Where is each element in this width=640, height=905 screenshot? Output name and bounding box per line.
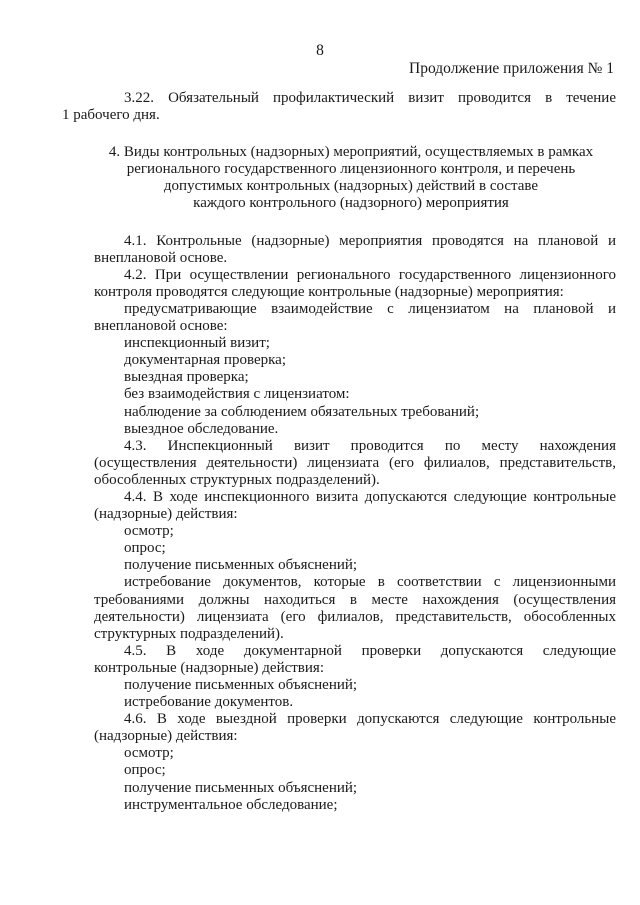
- paragraph-4-2a-line-2: внеплановой основе:: [94, 318, 228, 335]
- paragraph-4-3-line-3: обособленных структурных подразделений).: [94, 471, 380, 488]
- paragraph-4-1-line-1: 4.1. Контрольные (надзорные) мероприятия проводятся на плановой и: [124, 232, 616, 249]
- paragraph-4-4-line-1: 4.4. В ходе инспекционного визита допускаются следующие контрольные: [124, 488, 616, 505]
- paragraph-4-2-line-1: 4.2. При осуществлении регионального государственного лицензионного: [124, 266, 616, 283]
- list-item-written-explanations: получение письменных объяснений;: [124, 779, 358, 796]
- list-item-document-request-line-2: требованиями должны находиться в месте нахождения (осуществления: [94, 591, 616, 608]
- list-item-no-interaction: без взаимодействия с лицензиатом:: [124, 386, 350, 403]
- paragraph-4-2a-line-1: предусматривающие взаимодействие с лицензиатом на плановой и: [124, 300, 616, 317]
- paragraph-3-22-line-2: 1 рабочего дня.: [62, 107, 160, 124]
- section-heading-line-1: 4. Виды контрольных (надзорных) мероприятий, осуществляемых в рамках: [108, 144, 594, 161]
- paragraph-4-2-line-2: контроля проводятся следующие контрольные (надзорные) мероприятия:: [94, 283, 564, 300]
- list-item-inspection-visit: инспекционный визит;: [124, 335, 270, 352]
- list-item-examination: осмотр;: [124, 523, 174, 540]
- list-item-onsite-survey: выездное обследование.: [124, 420, 279, 437]
- list-item-document-request-line-3: деятельности) лицензиата (его филиалов, представительств, обособленных: [94, 608, 616, 625]
- list-item-written-explanations: получение письменных объяснений;: [124, 677, 358, 693]
- section-heading-line-2: регионального государственного лицензионного контроля, и перечень: [126, 161, 576, 178]
- list-item-survey: опрос;: [124, 762, 166, 779]
- list-item-examination: осмотр;: [124, 745, 174, 762]
- list-item-instrumental-survey: инструментальное обследование;: [124, 796, 338, 813]
- list-item-survey: опрос;: [124, 540, 166, 557]
- spacer: [94, 213, 616, 233]
- paragraph-4-5-line-1: 4.5. В ходе документарной проверки допускаются следующие: [124, 642, 616, 659]
- paragraph-4-3-line-2: (осуществления деятельности) лицензиата (его филиалов, представительств,: [94, 454, 616, 471]
- paragraph-4-1-line-2: внеплановой основе.: [94, 249, 228, 266]
- paragraph-4-3-line-1: 4.3. Инспекционный визит проводится по месту нахождения: [124, 437, 616, 454]
- document-body: [62, 90, 616, 814]
- paragraph-4-6-line-2: (надзорные) действия:: [94, 728, 238, 745]
- list-item-document-request-line-4: структурных подразделений).: [94, 625, 284, 642]
- list-item-document-check: документарная проверка;: [124, 352, 286, 369]
- paragraph-4-4-line-2: (надзорные) действия:: [94, 506, 238, 523]
- paragraph-4-5-line-2: контрольные (надзорные) действия:: [94, 659, 324, 676]
- list-item-written-explanations: получение письменных объяснений;: [124, 557, 358, 574]
- list-item-observation: наблюдение за соблюдением обязательных требований;: [124, 403, 480, 420]
- appendix-continuation-note: Продолжение приложения № 1: [409, 60, 614, 77]
- paragraph-4-6-line-1: 4.6. В ходе выездной проверки допускаются следующие контрольные: [124, 711, 616, 728]
- section-heading-line-3: допустимых контрольных (надзорных) действий в составе: [163, 178, 539, 195]
- spacer: [94, 124, 616, 144]
- section-heading-line-4: каждого контрольного (надзорного) мероприятия: [193, 195, 509, 212]
- page-number: 8: [316, 42, 324, 59]
- list-item-onsite-check: выездная проверка;: [124, 369, 249, 386]
- paragraph-3-22-line-1: 3.22. Обязательный профилактический визит проводится в течение: [124, 90, 616, 106]
- list-item-document-request: истребование документов.: [124, 694, 294, 711]
- list-item-document-request-line-1: истребование документов, которые в соответствии с лицензионными: [124, 574, 616, 591]
